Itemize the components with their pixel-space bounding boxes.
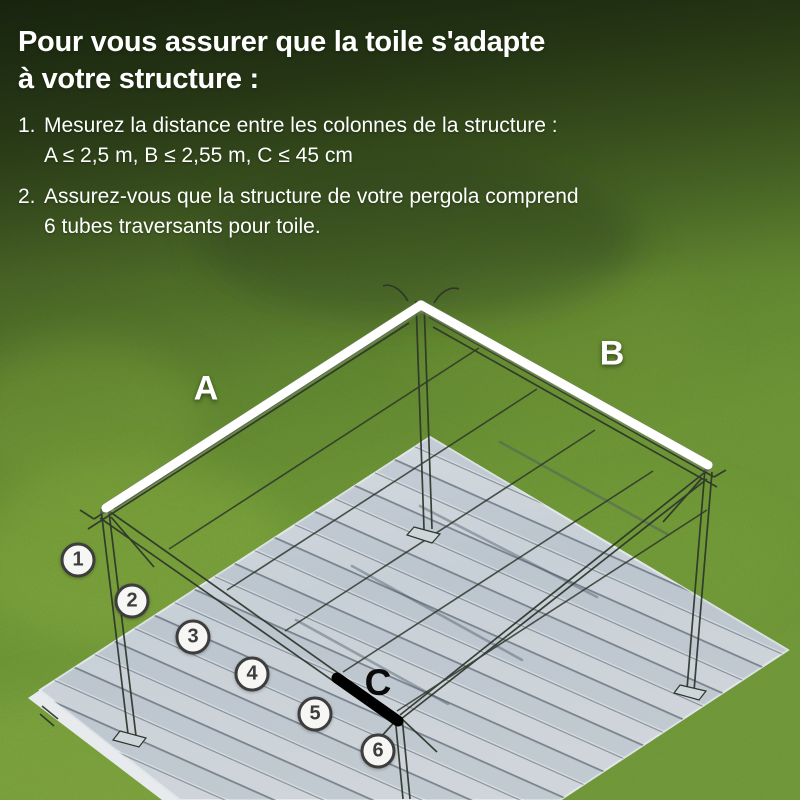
step-2-number: 2.	[18, 185, 36, 208]
tube-marker-1: 1	[61, 543, 96, 578]
beam-b-label: B	[599, 334, 625, 373]
step-1-line-1: Mesurez la distance entre les colonnes de la structure :	[44, 114, 558, 137]
step-1-number: 1.	[18, 114, 36, 137]
instructions	[18, 24, 778, 253]
tube-marker-5: 5	[298, 697, 333, 732]
step-2-line-1: Assurez-vous que la structure de votre pergola comprend	[44, 185, 579, 208]
tube-marker-2: 2	[115, 584, 150, 619]
measure-c-label: C	[364, 662, 392, 703]
step-1-text	[44, 111, 778, 171]
tube-marker-4: 4	[235, 657, 270, 692]
title-line-1: Pour vous assurer que la toile s'adapte	[18, 26, 546, 58]
step-1-line-2: A ≤ 2,5 m, B ≤ 2,55 m, C ≤ 45 cm	[44, 144, 353, 167]
tube-marker-6: 6	[361, 734, 396, 769]
beam-a-label: A	[193, 369, 219, 408]
step-2-line-2: 6 tubes traversants pour toile.	[44, 215, 321, 238]
title-line-2: à votre structure :	[18, 63, 259, 95]
step-2-text	[44, 182, 778, 242]
tube-marker-3: 3	[176, 620, 211, 655]
step-1	[18, 111, 778, 171]
step-list	[18, 111, 778, 242]
page-title	[18, 24, 778, 98]
step-2	[18, 182, 778, 242]
